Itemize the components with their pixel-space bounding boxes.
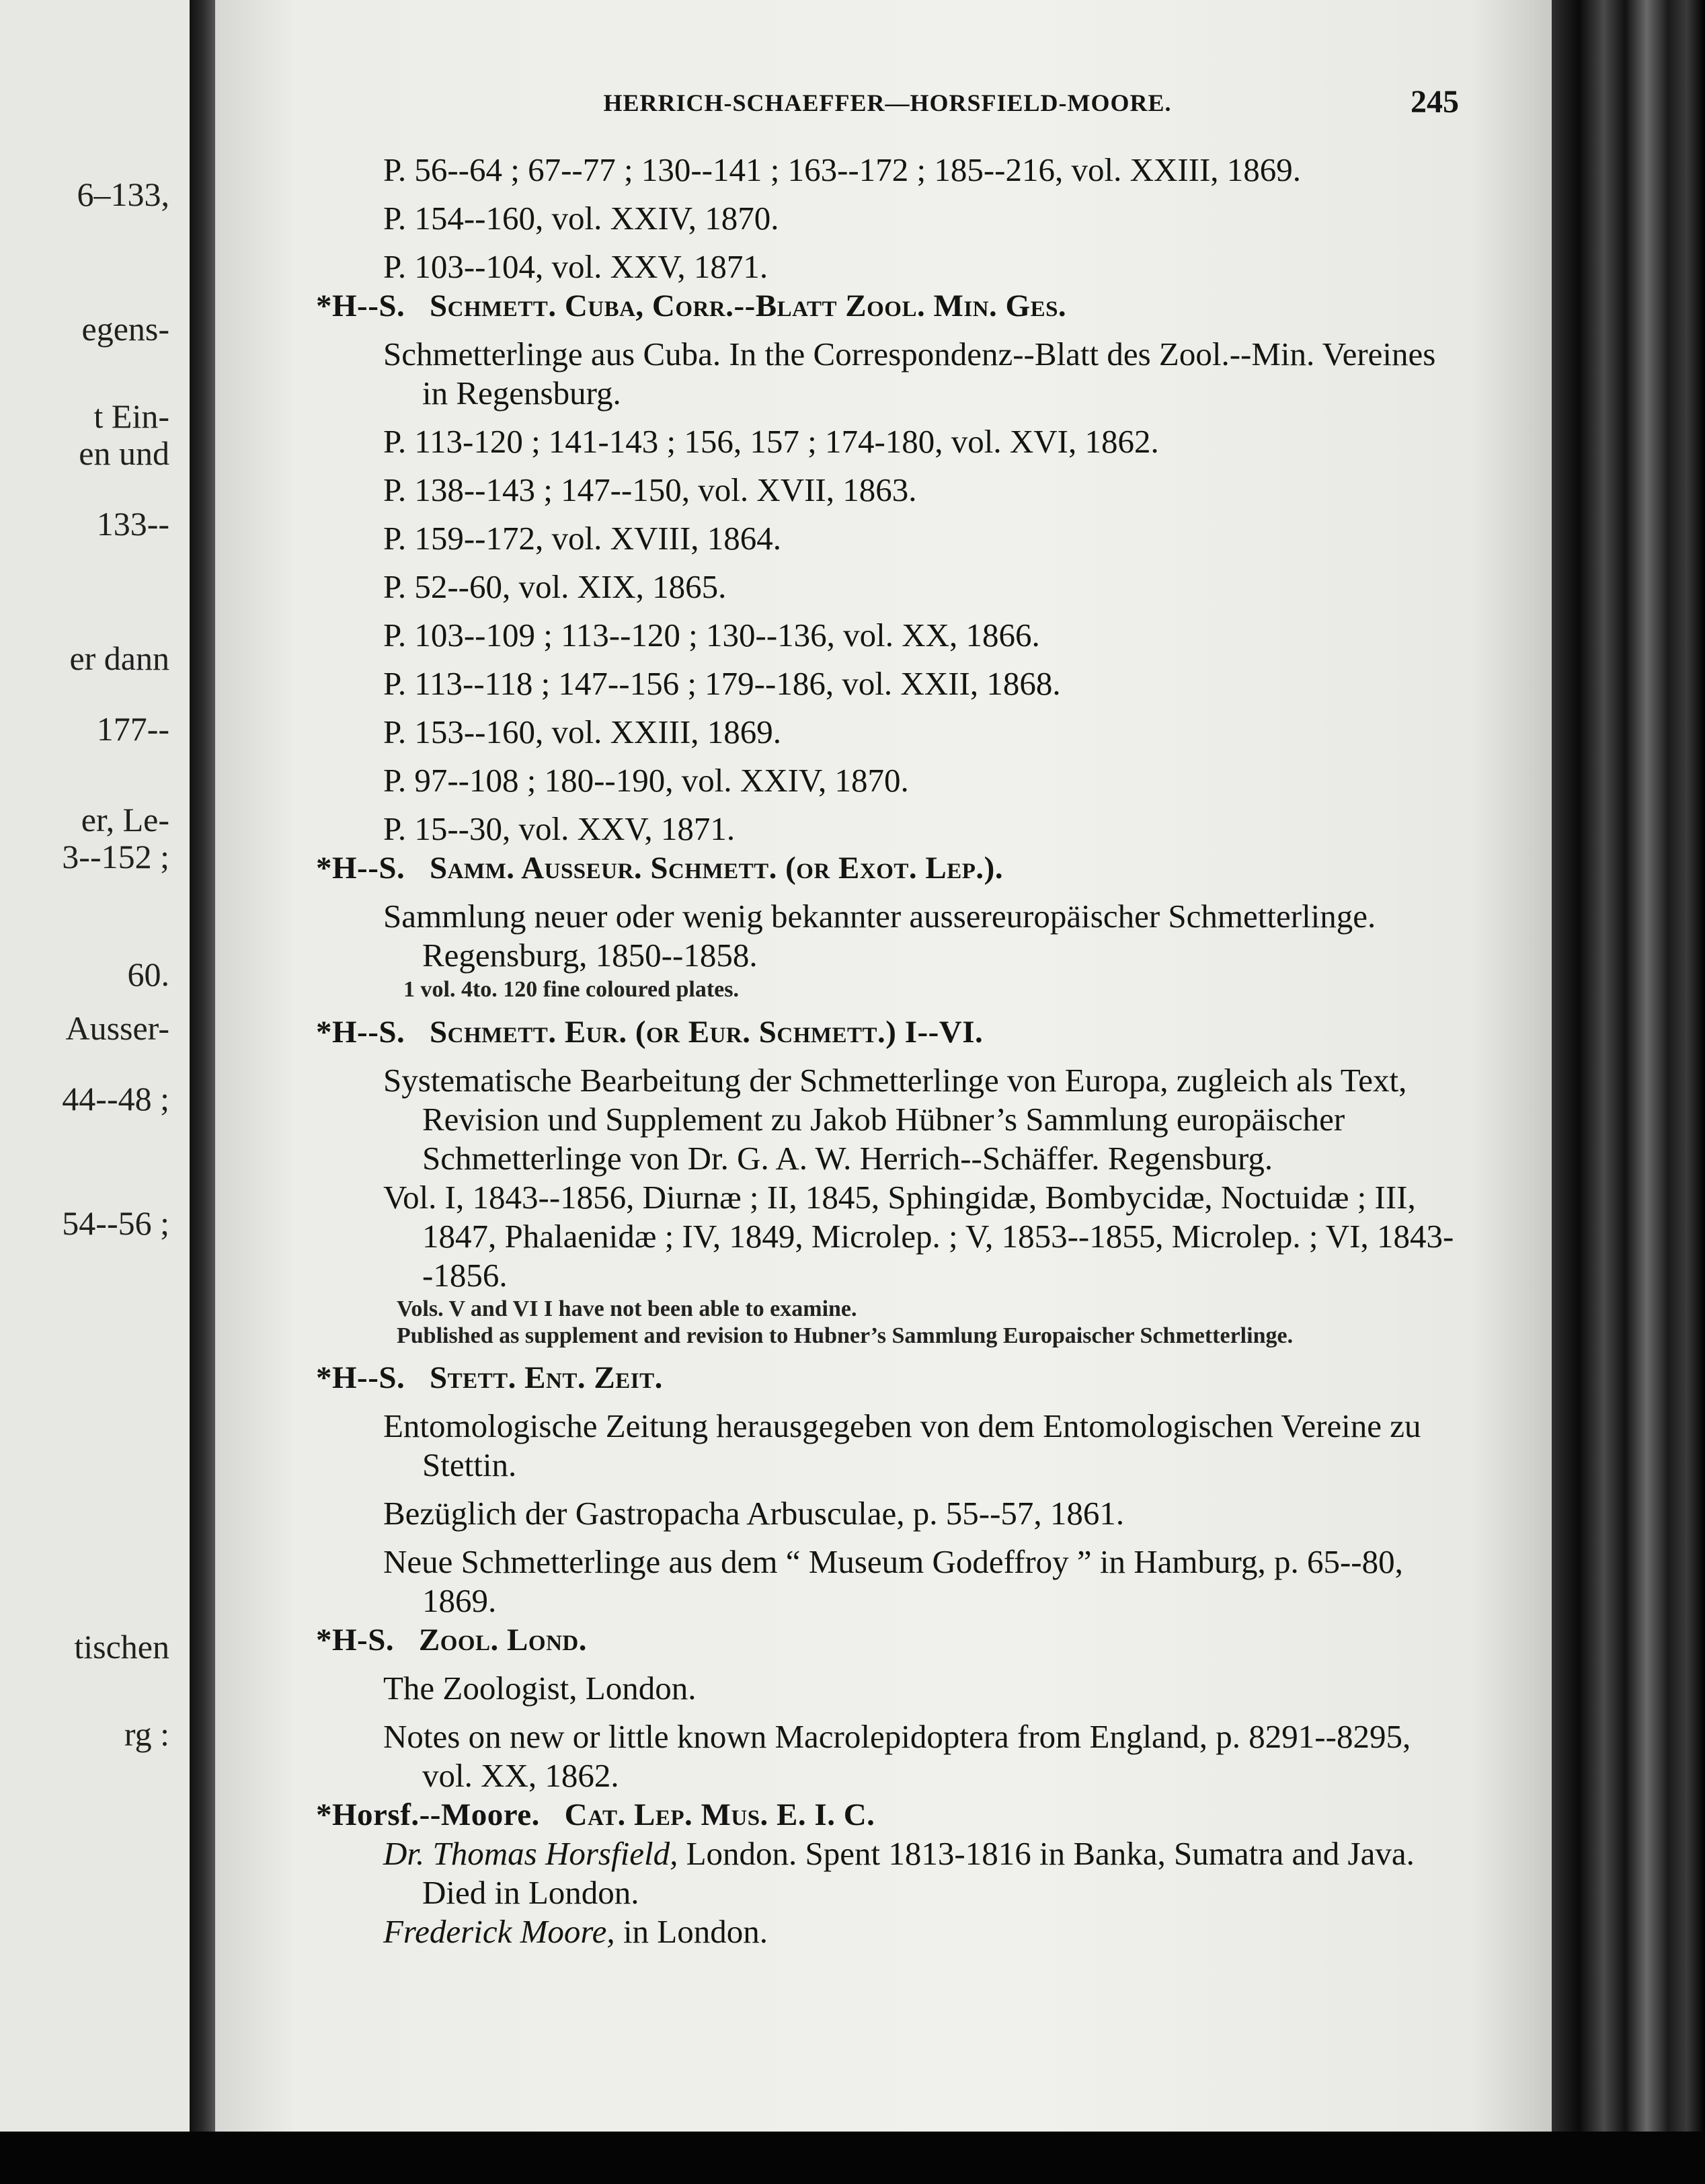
entry-description: Systematische Bearbeitung der Schmetterlinge von Europa, zugleich als Text, Revision und Supplement zu Jakob Hübner’s Sammlung europäischer Schmetterlinge von Dr. G. A. W. Herrich--Schäffer. Regensburg. [383,1062,1407,1177]
left-page-fragment: t Ein- [93,397,169,435]
entry-note: Vols. V and VI I have not been able to examine. [397,1296,857,1321]
citation-line: P. 56--64 ; 67--77 ; 130--141 ; 163--172 ; 185--216, vol. XXIII, 1869. [383,151,1302,188]
entry-title: Samm. Ausseur. Schmett. (or Exot. Lep.). [430,851,1004,886]
author-bio [316,1834,1459,1912]
left-page-fragment: en und [79,434,169,472]
entry-description: Schmetterlinge aus Cuba. In the Correspondenz--Blatt des Zool.--Min. Vereines in Regensburg. [383,336,1436,412]
citation-line: P. 97--108 ; 180--190, vol. XXIV, 1870. [383,762,909,799]
entry-item: Notes on new or little known Macrolepidoptera from England, p. 8291--8295, vol. XX, 1862. [383,1718,1411,1794]
page-number: 245 [1411,84,1459,120]
entry-prefix: *Horsf.--Moore. [316,1797,540,1832]
entry-title: Zool. Lond. [418,1623,587,1658]
left-page-fragment: er dann [69,639,169,677]
left-page-fragment: tischen [74,1628,169,1666]
entry-title: Cat. Lep. Mus. E. I. C. [564,1797,875,1832]
entry-prefix: *H--S. [316,1015,405,1050]
citation-line: P. 52--60, vol. XIX, 1865. [383,568,727,605]
running-header [316,81,1459,121]
left-page-fragment: 54--56 ; [62,1204,169,1242]
citation-line: P. 153--160, vol. XXIII, 1869. [383,713,782,750]
entry-title: Schmett. Eur. (or Eur. Schmett.) I--VI. [430,1015,984,1050]
book-spine [1552,0,1705,2184]
author-bio [316,1912,1459,1951]
entry-prefix: *H--S. [316,851,405,886]
entry-prefix: *H-S. [316,1623,395,1658]
entry-item: Neue Schmetterlinge aus dem “ Museum Godeffroy ” in Hamburg, p. 65--80, 1869. [383,1543,1403,1619]
entry-prefix: *H--S. [316,288,405,323]
entry-prefix: *H--S. [316,1360,405,1395]
left-page-fragment: 44--48 ; [62,1080,169,1118]
entry-heading-horsf [316,1795,1459,1834]
gutter-shadow [190,0,215,2132]
entry-note: Published as supplement and revision to Hubner’s Sammlung Europaischer Schmetterlinge. [397,1323,1294,1348]
author-name: Frederick Moore, [383,1913,615,1950]
left-page-fragment: rg : [124,1715,169,1753]
left-page-fragment: 6–133, [77,176,169,213]
entry-description: Sammlung neuer oder wenig bekannter aussereuropäischer Schmetterlinge. Regensburg, 1850--1858. [383,898,1376,974]
entry-heading-zool [316,1621,1459,1660]
left-page-text-fragments [0,0,190,2132]
entry-heading-eur [316,1013,1459,1052]
author-bio-text: in London. [614,1913,768,1950]
citation-line: P. 103--109 ; 113--120 ; 130--136, vol. XX, 1866. [383,617,1040,654]
citation-line: P. 15--30, vol. XXV, 1871. [383,810,736,847]
entry-description: The Zoologist, London. [383,1670,697,1707]
left-page-fragment: egens- [81,310,169,348]
left-page-fragment: 3--152 ; [62,838,169,875]
entry-item: Bezüglich der Gastropacha Arbusculae, p. 55--57, 1861. [383,1495,1125,1532]
left-page-fragment: Ausser- [65,1009,169,1047]
running-title: HERRICH-SCHAEFFER—HORSFIELD-MOORE. [603,89,1172,116]
left-page-fragment: 177-- [96,710,169,748]
citation-line: P. 159--172, vol. XVIII, 1864. [383,520,782,557]
author-name: Dr. Thomas Horsfield, [383,1835,678,1872]
left-page-fragment: 133-- [96,505,169,543]
entry-title: Stett. Ent. Zeit. [430,1360,663,1395]
left-page-edge [0,0,190,2132]
entry-description: Entomologische Zeitung herausgegeben von dem Entomologischen Vereine zu Stettin. [383,1407,1421,1483]
left-page-fragment: 60. [127,956,169,993]
citation-line: P. 103--104, vol. XXV, 1871. [383,248,768,285]
left-page-fragment: er, Le- [81,801,169,838]
citation-line: P. 138--143 ; 147--150, vol. XVII, 1863. [383,471,917,508]
entry-heading-cuba [316,286,1459,325]
entry-title: Schmett. Cuba, Corr.--Blatt Zool. Min. Ges. [430,288,1067,323]
entry-heading-samm [316,849,1459,888]
entry-heading-stett [316,1358,1459,1397]
scan-bottom-border [0,2132,1705,2184]
citation-line: P. 113-120 ; 141-143 ; 156, 157 ; 174-180, vol. XVI, 1862. [383,423,1159,460]
citation-line: P. 113--118 ; 147--156 ; 179--186, vol. XXII, 1868. [383,665,1061,702]
entry-note: 1 vol. 4to. 120 fine coloured plates. [403,977,739,1002]
citation-line: P. 154--160, vol. XXIV, 1870. [383,200,779,237]
bibliography-text [316,151,1459,1951]
author-bio-text: London. Spent 1813-1816 in Banka, Sumatra and Java. Died in London. [422,1835,1415,1911]
entry-volumes: Vol. I, 1843--1856, Diurnæ ; II, 1845, Sphingidæ, Bombycidæ, Noctuidæ ; III, 1847, Phalaenidæ ; IV, 1849, Microlep. ; V, 1853--1855, Microlep. ; VI, 1843--1856. [383,1179,1454,1294]
